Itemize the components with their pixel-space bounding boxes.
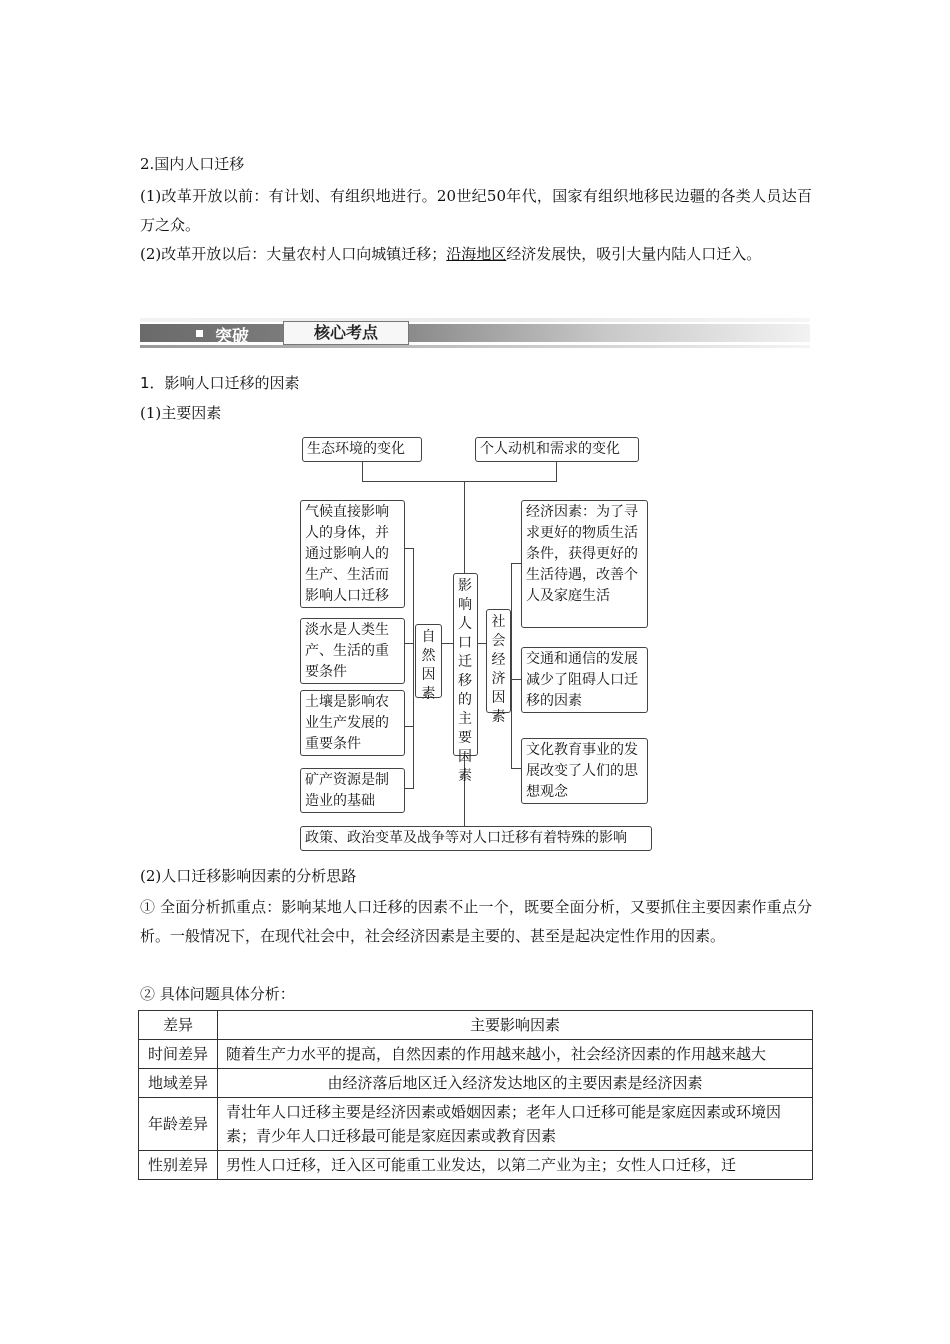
table-header-cell: 主要影响因素 — [218, 1011, 813, 1040]
table-cell-key: 时间差异 — [139, 1040, 218, 1069]
table-cell-key: 年龄差异 — [139, 1098, 218, 1151]
table-cell-key: 地域差异 — [139, 1069, 218, 1098]
box-personal-motivation: 个人动机和需求的变化 — [475, 437, 639, 462]
banner-right-label: 核心考点 — [283, 321, 409, 345]
after-reform-text-2: 经济发展快，吸引大量内陆人口迁入。 — [506, 245, 762, 263]
paragraph-comprehensive-analysis: ① 全面分析抓重点：影响某地人口迁移的因素不止一个，既要全面分析，又要抓住主要因素作重点分析。一般情况下，在现代社会中，社会经济因素是主要的、甚至是起决定性作用的因素。 — [140, 898, 812, 945]
banner-square-icon — [196, 330, 203, 337]
table-row — [139, 1069, 813, 1098]
table-cell-key: 性别差异 — [139, 1151, 218, 1180]
box-social-transport: 交通和通信的发展减少了阻碍人口迁移的因素 — [521, 647, 648, 713]
box-natural-soil: 土壤是影响农业生产发展的重要条件 — [300, 690, 405, 756]
table-row — [139, 1151, 813, 1180]
box-policy-war: 政策、政治变革及战争等对人口迁移有着特殊的影响 — [300, 826, 652, 851]
table-cell-value: 男性人口迁移，迁入区可能重工业发达，以第二产业为主；女性人口迁移，迁 — [218, 1151, 813, 1180]
paragraph-specific-analysis: ② 具体问题具体分析： — [140, 985, 295, 1003]
table-header-row — [139, 1011, 813, 1040]
box-socioeconomic-factors-vertical: 社会经济因素 — [486, 609, 511, 713]
banner-left-label: 突破 — [215, 327, 249, 347]
subheading-main-factors: (1)主要因素 — [140, 404, 222, 422]
box-social-economic: 经济因素：为了寻求更好的物质生活条件，获得更好的生活待遇，改善个人及家庭生活 — [521, 500, 648, 628]
section-heading-domestic-migration: 2.国内人口迁移 — [140, 155, 245, 173]
paragraph-after-reform — [140, 240, 812, 269]
table-cell-value: 随着生产力水平的提高，自然因素的作用越来越小，社会经济因素的作用越来越大 — [218, 1040, 813, 1069]
box-natural-freshwater: 淡水是人类生产、生活的重要条件 — [300, 618, 405, 684]
table-row — [139, 1040, 813, 1069]
box-ecological-change: 生态环境的变化 — [302, 437, 422, 462]
table-cell-value: 由经济落后地区迁入经济发达地区的主要因素是经济因素 — [218, 1069, 813, 1098]
table-cell-value: 青壮年人口迁移主要是经济因素或婚姻因素；老年人口迁移可能是家庭因素或环境因素；青少年人口迁移最可能是家庭因素或教育因素 — [218, 1098, 813, 1151]
underlined-coastal-regions: 沿海地区 — [446, 245, 507, 263]
after-reform-text-1: (2)改革开放以后：大量农村人口向城镇迁移； — [140, 245, 447, 263]
box-natural-factors-vertical: 自然因素 — [415, 624, 442, 698]
table-row — [139, 1098, 813, 1151]
box-natural-minerals: 矿产资源是制造业的基础 — [300, 768, 405, 813]
box-natural-climate: 气候直接影响人的身体，并通过影响人的生产、生活而影响人口迁移 — [300, 500, 405, 608]
paragraph-before-reform: (1)改革开放以前：有计划、有组织地进行。20世纪50年代，国家有组织地移民边疆的各类人员达百万之众。 — [140, 187, 812, 234]
differences-table — [138, 1010, 813, 1180]
box-main-factors-vertical: 影响人口迁移的主要因素 — [453, 573, 478, 756]
box-social-education: 文化教育事业的发展改变了人们的思想观念 — [521, 738, 648, 804]
subheading-analysis-approach: (2)人口迁移影响因素的分析思路 — [140, 867, 357, 885]
section-banner — [140, 316, 810, 350]
section-title: 1．影响人口迁移的因素 — [140, 374, 300, 392]
table-header-cell: 差异 — [139, 1011, 218, 1040]
